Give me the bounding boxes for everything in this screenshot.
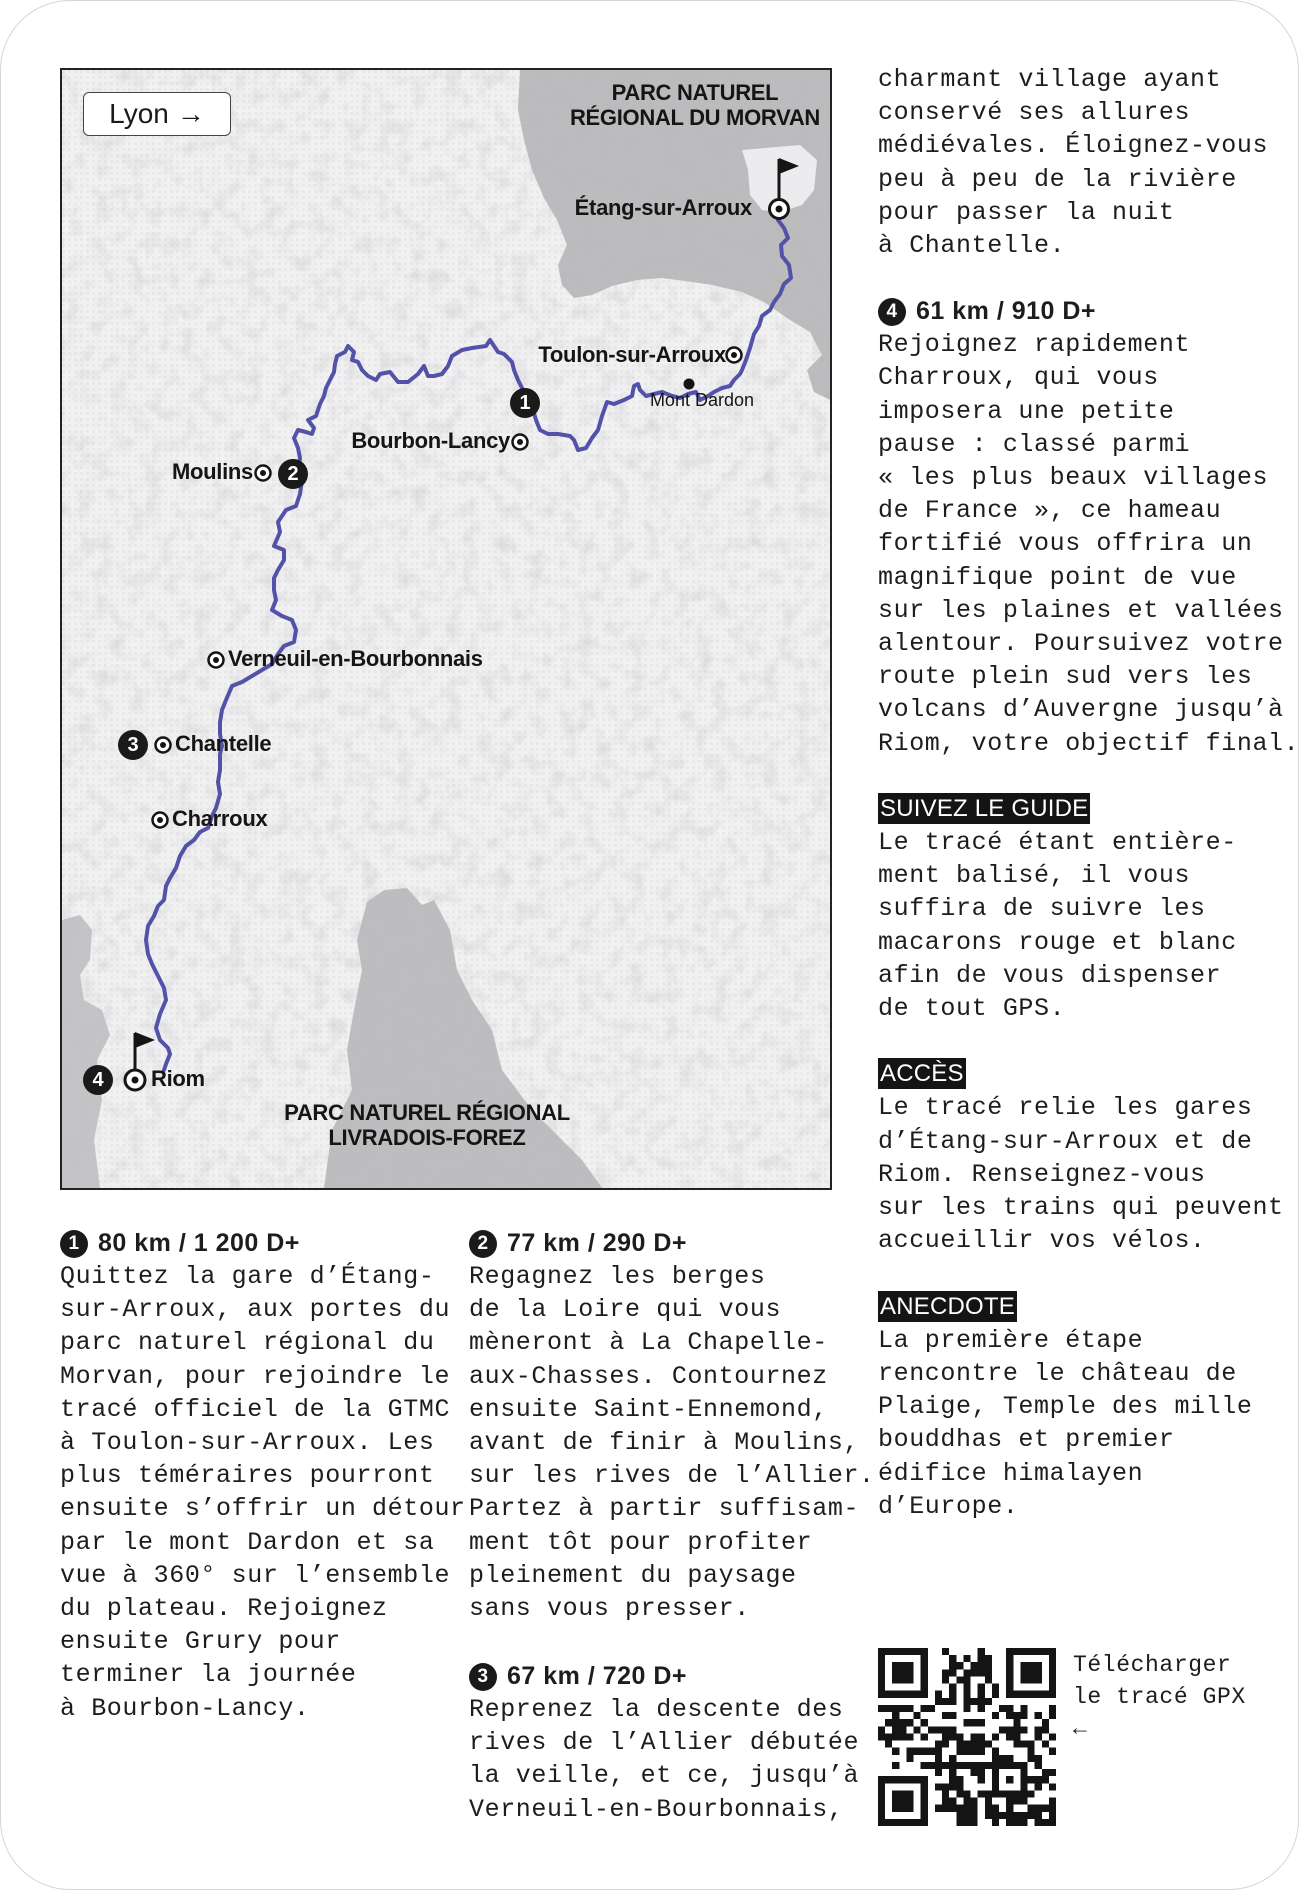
text-line: aux-Chasses. Contournez xyxy=(469,1361,828,1391)
section-access xyxy=(878,1058,1284,1257)
text-line: accueillir vos vélos. xyxy=(878,1226,1206,1256)
text-line: de tout GPS. xyxy=(878,994,1066,1024)
map-stage-marker-2: 2 xyxy=(278,459,308,489)
text-line: conservé ses allures xyxy=(878,98,1191,128)
text-line: à Chantelle. xyxy=(878,231,1066,261)
map-stage-marker-3: 3 xyxy=(118,730,148,760)
text-line: Le tracé étant entière- xyxy=(878,828,1237,858)
text-line: tracé officiel de la GTMC xyxy=(60,1394,451,1424)
stage-2-badge: 2 xyxy=(469,1230,497,1258)
stage-4 xyxy=(878,295,1299,760)
text-line: à Toulon-sur-Arroux. Les xyxy=(60,1428,435,1458)
text-line: du plateau. Rejoignez xyxy=(60,1594,388,1624)
section-guide xyxy=(878,793,1278,1025)
text-line: sans vous presser. xyxy=(469,1594,750,1624)
text-line: magnifique point de vue xyxy=(878,562,1237,592)
text-line: d’Europe. xyxy=(878,1491,1019,1521)
park-morvan-line1: PARC NATUREL xyxy=(611,80,779,105)
text-line: d’Étang-sur-Arroux et de xyxy=(878,1126,1253,1156)
gpx-download-link[interactable] xyxy=(1073,1649,1246,1745)
stage-3-badge: 3 xyxy=(469,1663,497,1691)
label-verneuil: Verneuil-en-Bourbonnais xyxy=(228,646,483,671)
text-line: mèneront à La Chapelle- xyxy=(469,1328,828,1358)
text-line: rives de l’Allier débutée xyxy=(469,1728,860,1758)
text-line: ensuite Saint-Ennemond, xyxy=(469,1394,828,1424)
text-line: médiévales. Éloignez-vous xyxy=(878,131,1269,161)
section-anecdote-title: ANECDOTE xyxy=(880,1292,1015,1320)
text-line: Reprenez la descente des xyxy=(469,1695,844,1724)
qr-code-icon[interactable] xyxy=(878,1648,1056,1826)
text-line: édifice himalayen xyxy=(878,1458,1144,1488)
section-anecdote-text xyxy=(878,1324,1278,1523)
text-line: de la Loire qui vous xyxy=(469,1295,782,1325)
label-moulins: Moulins xyxy=(171,459,253,484)
park-livradois-label xyxy=(262,1100,592,1150)
stage-4-badge: 4 xyxy=(878,298,906,326)
arrow-right-icon: → xyxy=(176,98,205,129)
stage-4-text xyxy=(878,328,1299,760)
stage-2 xyxy=(469,1227,875,1625)
text-line: Charroux, qui vous xyxy=(878,363,1159,393)
stage-4-distance: 61 km / 910 D+ xyxy=(916,297,1097,326)
text-line: pause : classé parmi xyxy=(878,429,1191,459)
stage-3-text xyxy=(469,1693,869,1826)
text-line: rencontre le château de xyxy=(878,1358,1237,1388)
text-line: alentour. Poursuivez votre xyxy=(878,629,1284,659)
map-stage-marker-4: 4 xyxy=(83,1065,113,1095)
stage-3 xyxy=(469,1660,869,1826)
stage3-continued xyxy=(878,63,1278,262)
stage-1 xyxy=(60,1227,466,1725)
text-line: bouddhas et premier xyxy=(878,1425,1175,1455)
text-line: pour passer la nuit xyxy=(878,197,1175,227)
label-riom: Riom xyxy=(151,1066,205,1091)
stage-1-distance: 80 km / 1 200 D+ xyxy=(98,1229,300,1257)
gpx-line2: le tracé GPX xyxy=(1073,1684,1246,1710)
text-line: charmant village ayant xyxy=(878,65,1222,94)
text-line: suffira de suivre les xyxy=(878,894,1206,924)
stage-4-heading xyxy=(878,295,1278,328)
park-morvan-line2: RÉGIONAL DU MORVAN xyxy=(569,105,820,130)
text-line: sur-Arroux, aux portes du xyxy=(60,1295,451,1325)
lyon-direction-button[interactable] xyxy=(83,92,231,136)
section-anecdote xyxy=(878,1291,1278,1523)
lyon-label: Lyon xyxy=(109,98,169,129)
park-livradois-line1: PARC NATUREL RÉGIONAL xyxy=(284,1100,570,1125)
park-morvan-label xyxy=(570,80,820,130)
text-line: imposera une petite xyxy=(878,396,1175,426)
text-line: vue à 360° sur l’ensemble xyxy=(60,1560,451,1590)
arrow-left-icon: ← xyxy=(1073,1716,1088,1742)
text-line: sur les plaines et vallées xyxy=(878,595,1284,625)
stage-2-distance: 77 km / 290 D+ xyxy=(507,1229,688,1257)
text-line: Le tracé relie les gares xyxy=(878,1093,1253,1123)
text-line: ment balisé, il vous xyxy=(878,861,1191,891)
text-line: ment tôt pour profiter xyxy=(469,1527,813,1557)
label-toulon: Toulon-sur-Arroux xyxy=(538,342,726,367)
text-line: fortifié vous offrira un xyxy=(878,529,1253,559)
stage-2-text xyxy=(469,1260,875,1625)
stage-3-heading xyxy=(469,1660,869,1693)
text-line: à Bourbon-Lancy. xyxy=(60,1693,310,1723)
text-line: ensuite s’offrir un détour xyxy=(60,1494,466,1524)
stage-1-badge: 1 xyxy=(60,1230,88,1258)
label-chantelle: Chantelle xyxy=(175,731,272,756)
text-line: volcans d’Auvergne jusqu’à xyxy=(878,695,1284,725)
map-stage-marker-1: 1 xyxy=(510,388,540,418)
text-line: La première étape xyxy=(878,1325,1144,1355)
stage-2-heading xyxy=(469,1227,869,1260)
text-line: Regagnez les berges xyxy=(469,1262,766,1291)
label-etang: Étang-sur-Arroux xyxy=(574,195,752,220)
section-access-text xyxy=(878,1091,1284,1257)
stage-1-text xyxy=(60,1260,466,1725)
label-mont-dardon: Mont Dardon xyxy=(649,390,754,410)
text-line: Riom. Renseignez-vous xyxy=(878,1159,1206,1189)
text-line: Verneuil-en-Bourbonnais, xyxy=(469,1794,844,1824)
text-line: la veille, et ce, jusqu’à xyxy=(469,1761,860,1791)
text-line: route plein sud vers les xyxy=(878,662,1253,692)
text-line: de France », ce hameau xyxy=(878,496,1222,526)
text-line: terminer la journée xyxy=(60,1660,357,1690)
stage-3-distance: 67 km / 720 D+ xyxy=(507,1662,688,1690)
route-map xyxy=(60,68,832,1190)
section-access-title: ACCÈS xyxy=(880,1060,964,1088)
text-line: Riom, votre objectif final. xyxy=(878,728,1299,758)
text-line: sur les trains qui peuvent xyxy=(878,1193,1284,1223)
text-line: Rejoignez rapidement xyxy=(878,330,1191,360)
text-line: Quittez la gare d’Étang- xyxy=(60,1262,435,1291)
text-line: sur les rives de l’Allier. xyxy=(469,1461,875,1491)
peak-dot-icon xyxy=(684,379,695,390)
text-line: pleinement du paysage xyxy=(469,1560,797,1590)
label-bourbon: Bourbon-Lancy xyxy=(351,428,510,453)
gpx-line1: Télécharger xyxy=(1073,1652,1232,1678)
text-line: par le mont Dardon et sa xyxy=(60,1527,435,1557)
text-line: Plaige, Temple des mille xyxy=(878,1392,1253,1422)
text-line: plus téméraires pourront xyxy=(60,1461,435,1491)
map-canvas xyxy=(62,70,830,1188)
text-line: Morvan, pour rejoindre le xyxy=(60,1361,451,1391)
text-line: avant de finir à Moulins, xyxy=(469,1428,860,1458)
text-line: parc naturel régional du xyxy=(60,1328,435,1358)
text-line: peu à peu de la rivière xyxy=(878,164,1237,194)
text-line: ensuite Grury pour xyxy=(60,1627,341,1657)
section-guide-title: SUIVEZ LE GUIDE xyxy=(880,794,1089,822)
right-column xyxy=(878,63,1299,1523)
park-livradois-line2: LIVRADOIS-FOREZ xyxy=(328,1125,526,1150)
section-guide-text xyxy=(878,826,1278,1025)
stage-1-heading xyxy=(60,1227,460,1260)
text-line: « les plus beaux villages xyxy=(878,463,1269,493)
text-line: Partez à partir suffisam- xyxy=(469,1494,860,1524)
label-charroux: Charroux xyxy=(172,806,268,831)
text-line: macarons rouge et blanc xyxy=(878,927,1237,957)
text-line: afin de vous dispenser xyxy=(878,960,1222,990)
